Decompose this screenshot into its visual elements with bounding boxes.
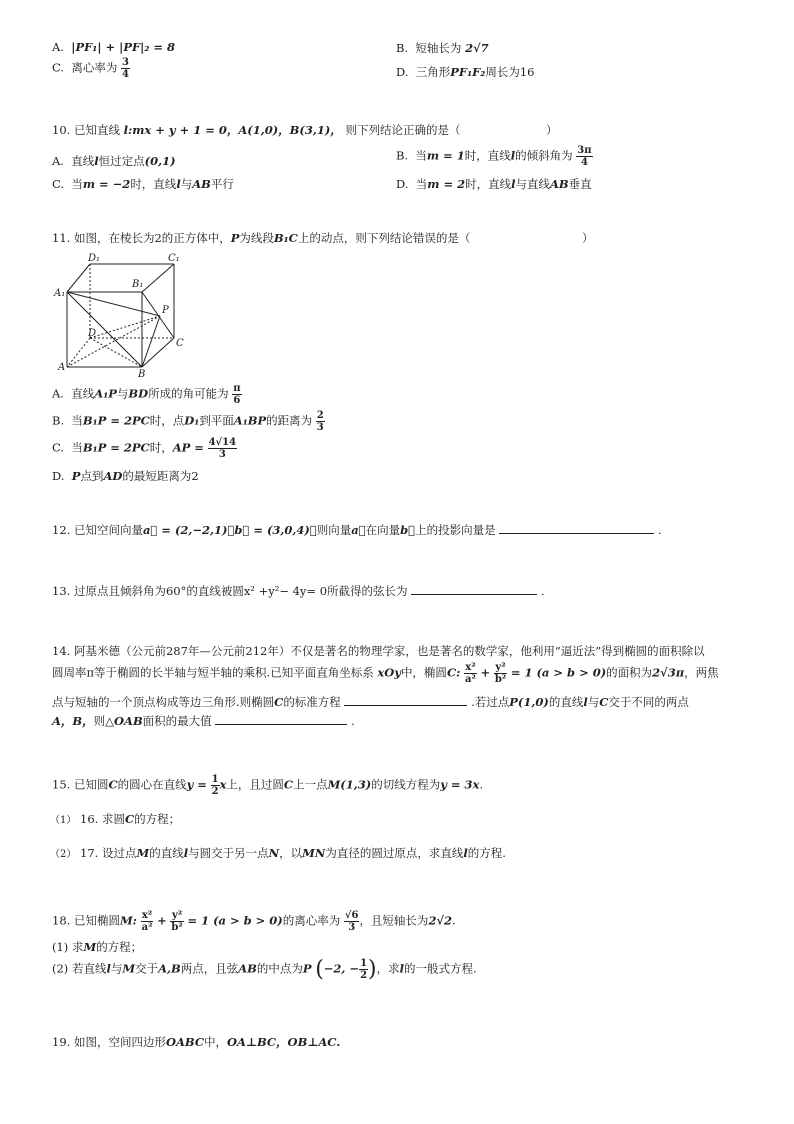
- q14-line1: 14. 阿基米德（公元前287年—公元前212年）不仅是著名的物理学家，也是著名的数学家，他利用“逼近法”得到椭圆的面积除以: [52, 644, 705, 658]
- option-letter: C.: [52, 60, 65, 75]
- q11-stem: 11. 如图，在棱长为2的正方体中，P为线段B₁C上的动点，则下列结论错误的是（: [52, 231, 471, 245]
- option-text: 周长为16: [485, 65, 535, 79]
- q10-option-d: D. 当m = 2时，直线l与直线AB垂直: [396, 177, 592, 191]
- q11-option-d: D. P点到AD的最短距离为2: [52, 469, 199, 483]
- option-letter: C.: [52, 440, 65, 455]
- answer-blank[interactable]: [344, 695, 467, 706]
- fraction: $\frac{\text{y²}}{\text{b²}}$: [494, 662, 507, 685]
- math: |PF₁| + |PF|₂ = 8: [71, 40, 176, 54]
- label-d1: D₁: [88, 253, 101, 264]
- fraction: $\frac{\pi}{6}$: [233, 383, 241, 406]
- option-letter: A.: [52, 154, 64, 168]
- q11-close-paren: ）: [582, 231, 594, 245]
- cube-figure: [52, 250, 192, 378]
- option-letter: B.: [396, 148, 409, 163]
- question-text: 10. 已知直线: [52, 123, 120, 137]
- q9-option-b: [396, 40, 489, 56]
- option-letter: D.: [396, 177, 409, 191]
- q11-option-b: B. 当B₁P = 2PC时，点D₁到平面A₁BP的距离为 $\frac{2}{3}$: [52, 410, 324, 433]
- fraction: $\frac{3\pi}{4}$: [577, 145, 592, 168]
- fraction: $\frac{\text{x²}}{\text{a²}}$: [465, 662, 476, 685]
- option-letter: A.: [52, 386, 64, 401]
- fraction: $\frac{\text{y²}}{\text{b²}}$: [171, 910, 183, 933]
- label-b1: B₁: [132, 279, 144, 290]
- math: l:mx + y + 1 = 0，A(1,0)，B(3,1)，: [123, 123, 342, 137]
- label-p: P: [162, 305, 169, 316]
- label-c1: C₁: [168, 253, 180, 264]
- q10-option-a: A. 直线l恒过定点(0,1): [52, 154, 176, 168]
- question-text: 则下列结论正确的是（: [345, 123, 461, 137]
- math: PF₁F₂: [450, 65, 486, 79]
- label-a: A: [58, 362, 66, 373]
- option-letter: A.: [52, 40, 64, 54]
- answer-blank[interactable]: [411, 584, 537, 595]
- answer-blank[interactable]: [499, 523, 654, 534]
- fraction: $\frac{√6}{3}$: [344, 910, 359, 933]
- q10-option-c: C. 当m = −2时，直线l与AB平行: [52, 177, 234, 191]
- option-letter: B.: [52, 413, 65, 428]
- q11-option-a: A. 直线A₁P与BD所成的角可能为 $\frac{\pi}{6}$: [52, 383, 241, 406]
- answer-blank[interactable]: [215, 714, 347, 725]
- left-paren: (: [315, 956, 324, 982]
- q10-option-b: B. 当m = 1时，直线l的倾斜角为 $\frac{3\pi}{4}$: [396, 145, 592, 168]
- label-d: D: [88, 328, 97, 339]
- q10-stem: [52, 122, 460, 138]
- q9-option-d: [396, 64, 534, 80]
- option-text: 三角形: [415, 65, 451, 79]
- q12-stem: 12. 已知空间向量a⃗ = (2,−2,1)，b⃗ = (3,0,4)，则向量a⃗在向量b⃗上的投影向量是 .: [52, 523, 662, 537]
- label-a1: A₁: [54, 288, 66, 299]
- q19-stem: 19. 如图，空间四边形OABC中，OA⊥BC，OB⊥AC.: [52, 1035, 341, 1049]
- fraction: $\frac{1}{2}$: [360, 958, 368, 981]
- q15-part2: （2） 17. 设过点M的直线l与圆交于另一点N，以MN为直径的圆过原点，求直线l的方程.: [50, 846, 506, 860]
- right-paren: ): [368, 956, 377, 982]
- q10-close-paren: ）: [546, 123, 558, 137]
- option-letter: B.: [396, 41, 409, 55]
- option-text: 短轴长为: [415, 41, 462, 55]
- option-letter: D.: [396, 65, 409, 79]
- q11-option-c: C. 当B₁P = 2PC时，AP = $\frac{4√14}{3}$: [52, 437, 237, 460]
- math: 2√7: [465, 41, 489, 55]
- option-letter: D.: [52, 469, 65, 483]
- q9-option-c: [52, 57, 130, 80]
- fraction: $\frac{1}{2}$: [211, 774, 219, 797]
- q15-part1: （1） 16. 求圆C的方程；: [50, 812, 181, 826]
- q13-stem: 13. 过原点且倾斜角为60°的直线被圆x² +y²− 4y= 0所截得的弦长为 .: [52, 584, 545, 598]
- fraction: $\frac{\text{x²}}{\text{a²}}$: [141, 910, 153, 933]
- q18-part1: (1) 求M的方程；: [52, 940, 143, 954]
- q9-option-a: [52, 40, 175, 54]
- q18-part2: (2) 若直线l与M交于A,B两点，且弦AB的中点为P (−2, − $\frac{1}{2}$ )，求l的一般式方程.: [52, 956, 477, 982]
- q14-line4: A，B，则△OAB面积的最大值 .: [52, 714, 355, 728]
- fraction: $\frac{2}{3}$: [316, 410, 324, 433]
- label-c: C: [176, 338, 184, 349]
- q18-stem: 18. 已知椭圆M: $\frac{\text{x²}}{\text{a²}}$ + $\frac{\text{y²}}{\text{b²}}$ = 1 (a > b > 0)的离心率为 $\frac{√6}{3}$ ，且短轴长为2√2.: [52, 910, 456, 933]
- label-b: B: [138, 369, 146, 378]
- fraction: $\frac{3}{4}$: [122, 57, 129, 80]
- q14-line3: 点与短轴的一个顶点构成等边三角形.则椭圆C的标准方程 .若过点P(1,0)的直线l与C交于不同的两点: [52, 695, 689, 709]
- q15-stem: 15. 已知圆C的圆心在直线y = $\frac{1}{2}$ x上，且过圆C上一点M(1,3)的切线方程为y = 3x.: [52, 774, 484, 797]
- fraction: $\frac{4√14}{3}$: [208, 437, 237, 460]
- option-letter: C.: [52, 177, 65, 191]
- q14-line2: 圆周率π等于椭圆的长半轴与短半轴的乘积.已知平面直角坐标系 xOy中，椭圆C: $\frac{\text{x²}}{\text{a²}}$ + $\frac{\text{y²}}{\text{b²}}$ = 1 (a > b > 0)的面积为2√3π，两焦: [52, 662, 719, 685]
- option-text: 离心率为: [71, 60, 118, 75]
